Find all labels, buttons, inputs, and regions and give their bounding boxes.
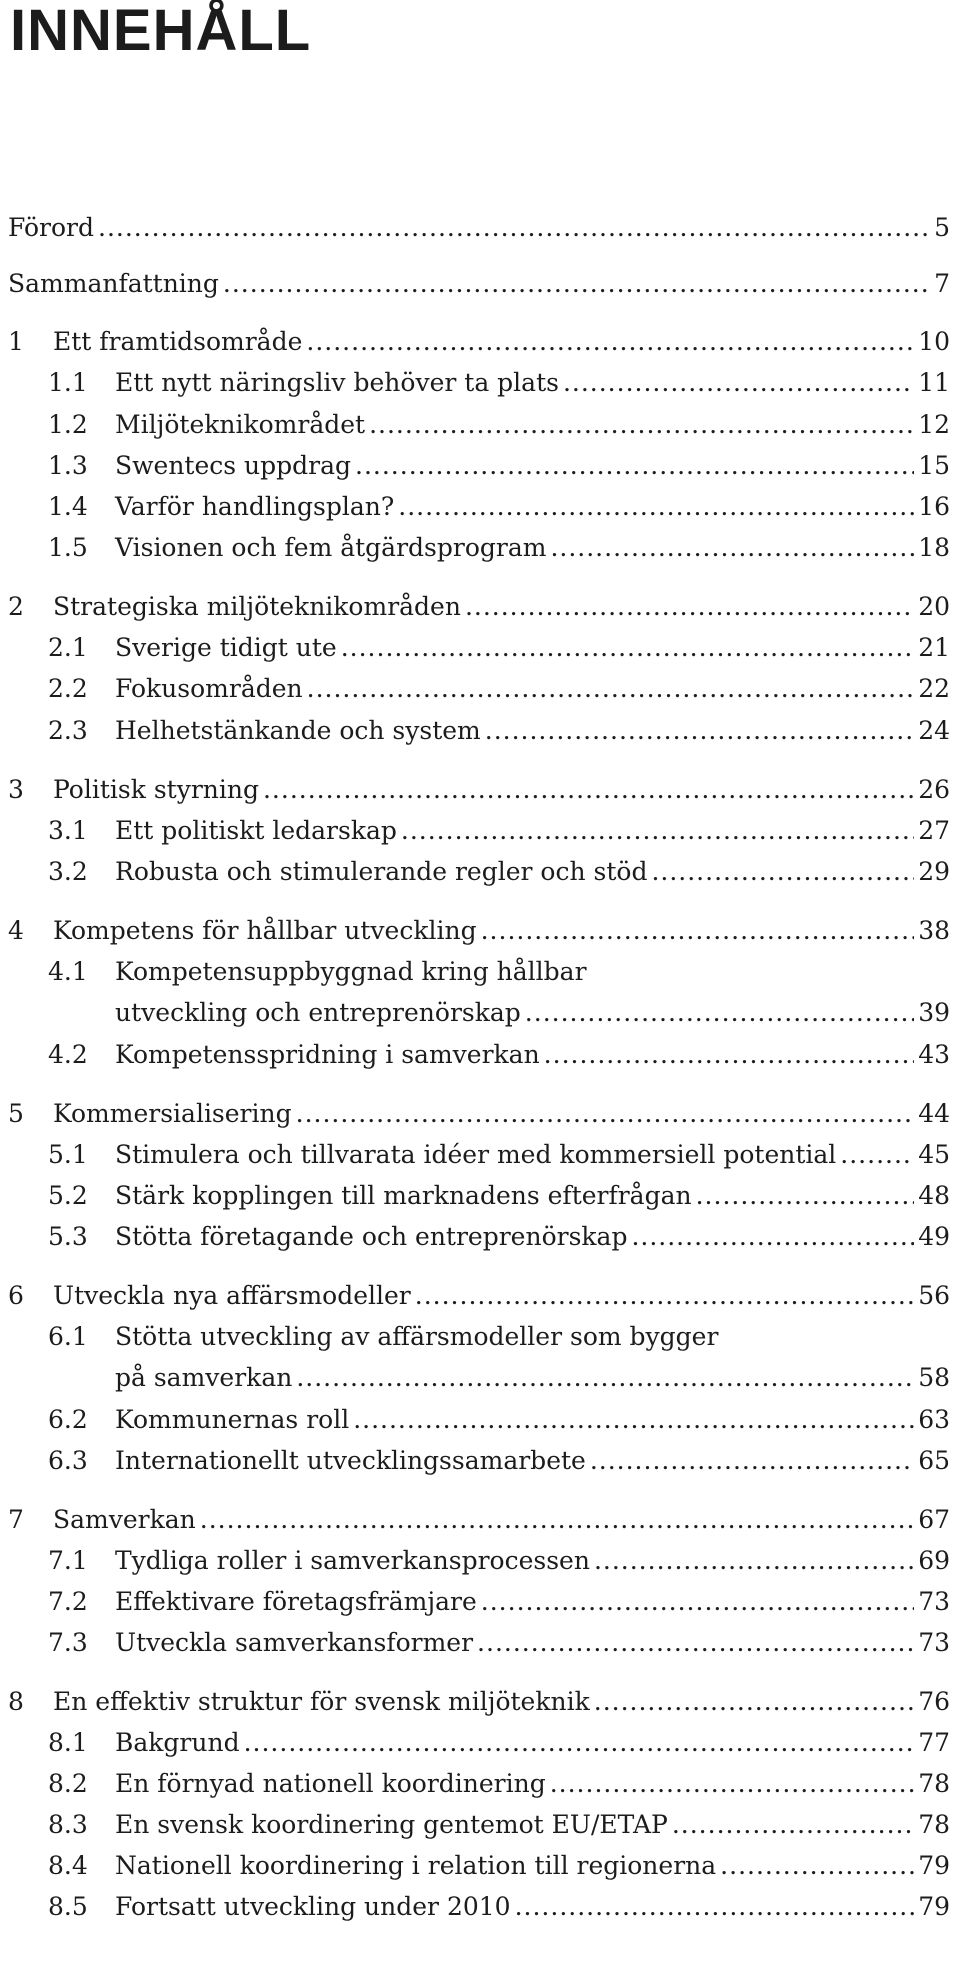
toc-entry-title: En svensk koordinering gentemot EU/ETAP — [115, 1810, 668, 1839]
toc-entry[interactable] — [48, 365, 950, 401]
toc-entry-page: 67 — [918, 1505, 950, 1534]
toc-entry[interactable] — [8, 913, 950, 949]
dot-leader — [544, 1037, 915, 1073]
dot-leader — [651, 854, 914, 890]
toc-entry[interactable] — [8, 324, 950, 360]
toc-entry-page: 5 — [934, 213, 950, 242]
toc-entry-page: 29 — [918, 857, 950, 886]
dot-leader — [481, 1584, 914, 1620]
toc-entry-number: 6.1 — [48, 1322, 88, 1351]
toc-entry-page: 21 — [918, 633, 950, 662]
toc-entry-title: Stimulera och tillvarata idéer med kommersiell potential — [115, 1140, 837, 1169]
toc-entry-title: Miljöteknikområdet — [115, 410, 366, 439]
toc-entry-page: 44 — [918, 1099, 950, 1128]
toc-entry-number: 5.1 — [48, 1140, 88, 1169]
dot-leader — [398, 489, 914, 525]
toc-entry-title: Visionen och fem åtgärdsprogram — [115, 533, 547, 562]
toc-entry-page: 38 — [918, 916, 950, 945]
dot-leader — [465, 589, 914, 625]
toc-entry-continuation[interactable] — [115, 995, 950, 1031]
dot-leader — [696, 1178, 915, 1214]
toc-entry-page: 77 — [918, 1728, 950, 1757]
toc-entry[interactable] — [48, 1319, 950, 1355]
dot-leader — [631, 1219, 914, 1255]
toc-entry-page: 79 — [918, 1892, 950, 1921]
toc-entry-title: Sammanfattning — [8, 269, 219, 298]
toc-entry-title: Förord — [8, 213, 94, 242]
toc-entry[interactable] — [48, 1137, 950, 1173]
toc-entry-title: Utveckla samverkansformer — [115, 1628, 474, 1657]
toc-entry-page: 10 — [918, 327, 950, 356]
toc-entry[interactable] — [48, 1543, 950, 1579]
dot-leader — [296, 1360, 914, 1396]
toc-entry-page: 15 — [918, 451, 950, 480]
toc-entry-page: 79 — [918, 1851, 950, 1880]
toc-entry-number: 1.3 — [48, 451, 88, 480]
dot-leader — [244, 1725, 915, 1761]
dot-leader — [98, 210, 930, 246]
toc-entry-number: 8.5 — [48, 1892, 88, 1921]
dot-leader — [481, 913, 915, 949]
toc-entry[interactable] — [48, 813, 950, 849]
toc-entry-title-continued: utveckling och entreprenörskap — [115, 998, 521, 1027]
dot-leader — [672, 1807, 914, 1843]
toc-entry[interactable] — [8, 772, 950, 808]
toc-entry[interactable] — [48, 1037, 950, 1073]
toc-entry-title: Kompetens för hållbar utveckling — [53, 916, 477, 945]
toc-entry-number: 8.3 — [48, 1810, 88, 1839]
toc-entry-number: 7.2 — [48, 1587, 88, 1616]
toc-entry-title: Kommersialisering — [53, 1099, 292, 1128]
toc-entry-title: Ett framtidsområde — [53, 327, 303, 356]
toc-entry-page: 11 — [918, 368, 950, 397]
toc-entry-title: Nationell koordinering i relation till regionerna — [115, 1851, 717, 1880]
toc-entry-page: 45 — [918, 1140, 950, 1169]
toc-entry-page: 24 — [918, 716, 950, 745]
dot-leader — [550, 530, 914, 566]
toc-entry-title: Effektivare företagsfrämjare — [115, 1587, 477, 1616]
toc-entry[interactable] — [8, 1684, 950, 1720]
toc-entry[interactable] — [48, 1178, 950, 1214]
toc-entry-page: 56 — [918, 1281, 950, 1310]
toc-entry-number: 3.2 — [48, 857, 88, 886]
toc-entry-title: Tydliga roller i samverkansprocessen — [115, 1546, 590, 1575]
toc-entry-title: Stötta företagande och entreprenörskap — [115, 1222, 628, 1251]
dot-leader — [401, 813, 914, 849]
toc-entry[interactable] — [8, 1096, 950, 1132]
toc-entry[interactable] — [48, 1625, 950, 1661]
toc-entry[interactable] — [48, 1807, 950, 1843]
dot-leader — [200, 1502, 914, 1538]
toc-entry-number: 8.1 — [48, 1728, 88, 1757]
toc-entry[interactable] — [48, 1725, 950, 1761]
toc-entry-number: 5.3 — [48, 1222, 88, 1251]
toc-entry-number: 8.2 — [48, 1769, 88, 1798]
toc-entry[interactable] — [48, 489, 950, 525]
toc-entry-title: En effektiv struktur för svensk miljöteknik — [53, 1687, 590, 1716]
toc-entry-title-continued: på samverkan — [115, 1363, 293, 1392]
toc-entry-title: Strategiska miljöteknikområden — [53, 592, 461, 621]
toc-entry[interactable] — [48, 854, 950, 890]
dot-leader — [525, 995, 914, 1031]
toc-entry[interactable] — [48, 1848, 950, 1884]
toc-entry-title: Fokusområden — [115, 674, 303, 703]
toc-entry-page: 12 — [918, 410, 950, 439]
toc-entry[interactable] — [48, 1219, 950, 1255]
toc-entry[interactable] — [48, 407, 950, 443]
toc-entry[interactable] — [8, 589, 950, 625]
toc-entry-title: Robusta och stimulerande regler och stöd — [115, 857, 648, 886]
toc-entry-page: 43 — [918, 1040, 950, 1069]
dot-leader — [485, 713, 914, 749]
dot-leader — [353, 1402, 914, 1438]
toc-entry-page: 69 — [918, 1546, 950, 1575]
page-title: INNEHÅLL — [10, 0, 312, 63]
toc-entry-title: Kommunernas roll — [115, 1405, 350, 1434]
toc-entry-title: Stärk kopplingen till marknadens efterfrågan — [115, 1181, 692, 1210]
toc-entry-number: 3 — [8, 775, 24, 804]
toc-entry-number: 7 — [8, 1505, 24, 1534]
toc-entry[interactable] — [48, 1443, 950, 1479]
toc-entry[interactable] — [48, 630, 950, 666]
toc-entry-continuation[interactable] — [115, 1360, 950, 1396]
toc-entry-title: Helhetstänkande och system — [115, 716, 481, 745]
toc-entry-title: Stötta utveckling av affärsmodeller som bygger — [115, 1322, 719, 1351]
toc-entry-number: 1.2 — [48, 410, 88, 439]
dot-leader — [263, 772, 914, 808]
toc-entry-number: 2.1 — [48, 633, 88, 662]
toc-entry-page: 65 — [918, 1446, 950, 1475]
toc-entry[interactable] — [48, 1889, 950, 1925]
toc-entry-number: 6.3 — [48, 1446, 88, 1475]
toc-entry-page: 73 — [918, 1628, 950, 1657]
toc-entry-page: 39 — [918, 998, 950, 1027]
dot-leader — [296, 1096, 915, 1132]
toc-entry-page: 27 — [918, 816, 950, 845]
toc-entry-page: 7 — [934, 269, 950, 298]
toc-entry[interactable] — [8, 1278, 950, 1314]
toc-entry-page: 48 — [918, 1181, 950, 1210]
toc-entry-title: Sverige tidigt ute — [115, 633, 337, 662]
toc-entry-number: 2.3 — [48, 716, 88, 745]
dot-leader — [590, 1443, 914, 1479]
toc-entry[interactable] — [48, 1584, 950, 1620]
toc-entry-number: 1.1 — [48, 368, 88, 397]
dot-leader — [306, 324, 914, 360]
toc-entry-number: 7.3 — [48, 1628, 88, 1657]
dot-leader — [477, 1625, 914, 1661]
toc-entry-number: 4 — [8, 916, 24, 945]
toc-entry-title: Ett nytt näringsliv behöver ta plats — [115, 368, 559, 397]
toc-entry-page: 78 — [918, 1769, 950, 1798]
dot-leader — [840, 1137, 914, 1173]
toc-entry-number: 6.2 — [48, 1405, 88, 1434]
toc-entry-number: 8 — [8, 1687, 24, 1716]
dot-leader — [594, 1543, 914, 1579]
toc-entry-number: 2 — [8, 592, 24, 621]
toc-entry-page: 76 — [918, 1687, 950, 1716]
toc-entry[interactable] — [48, 1766, 950, 1802]
dot-leader — [720, 1848, 914, 1884]
toc-entry-page: 58 — [918, 1363, 950, 1392]
toc-entry-number: 3.1 — [48, 816, 88, 845]
dot-leader — [307, 671, 915, 707]
toc-entry-number: 1.4 — [48, 492, 88, 521]
toc-entry-title: Internationellt utvecklingssamarbete — [115, 1446, 586, 1475]
toc-entry[interactable] — [48, 448, 950, 484]
dot-leader — [563, 365, 914, 401]
toc-entry-title: Politisk styrning — [53, 775, 259, 804]
toc-entry-page: 20 — [918, 592, 950, 621]
toc-entry-page: 78 — [918, 1810, 950, 1839]
toc-entry[interactable] — [8, 1502, 950, 1538]
dot-leader — [223, 266, 930, 302]
toc-entry-title: Samverkan — [53, 1505, 196, 1534]
toc-entry-title: Swentecs uppdrag — [115, 451, 352, 480]
toc-entry-number: 7.1 — [48, 1546, 88, 1575]
toc-entry[interactable] — [8, 266, 950, 302]
toc-entry-title: Fortsatt utveckling under 2010 — [115, 1892, 511, 1921]
toc-entry-title: Varför handlingsplan? — [115, 492, 395, 521]
toc-entry-number: 5.2 — [48, 1181, 88, 1210]
toc-entry-number: 1.5 — [48, 533, 88, 562]
toc-entry[interactable] — [48, 954, 950, 990]
toc-entry-title: Bakgrund — [115, 1728, 240, 1757]
toc-entry-page: 49 — [918, 1222, 950, 1251]
toc-entry-number: 4.2 — [48, 1040, 88, 1069]
dot-leader — [550, 1766, 914, 1802]
toc-entry-title: Ett politiskt ledarskap — [115, 816, 397, 845]
toc-entry-title: Utveckla nya affärsmodeller — [53, 1281, 411, 1310]
toc-entry[interactable] — [48, 530, 950, 566]
toc-entry-page: 22 — [918, 674, 950, 703]
toc-entry[interactable] — [48, 1402, 950, 1438]
toc-entry[interactable] — [48, 713, 950, 749]
toc-entry-page: 16 — [918, 492, 950, 521]
toc-entry-number: 8.4 — [48, 1851, 88, 1880]
toc-entry-title: Kompetensspridning i samverkan — [115, 1040, 540, 1069]
toc-entry-page: 63 — [918, 1405, 950, 1434]
toc-entry-page: 26 — [918, 775, 950, 804]
dot-leader — [369, 407, 914, 443]
toc-entry-title: Kompetensuppbyggnad kring hållbar — [115, 957, 587, 986]
dot-leader — [355, 448, 914, 484]
toc-entry-page: 73 — [918, 1587, 950, 1616]
dot-leader — [515, 1889, 915, 1925]
toc-entry-number: 6 — [8, 1281, 24, 1310]
toc-entry-number: 4.1 — [48, 957, 88, 986]
toc-entry[interactable] — [48, 671, 950, 707]
toc-entry[interactable] — [8, 210, 950, 246]
toc-entry-number: 2.2 — [48, 674, 88, 703]
toc-entry-number: 1 — [8, 327, 24, 356]
dot-leader — [594, 1684, 914, 1720]
dot-leader — [415, 1278, 914, 1314]
toc-entry-page: 18 — [918, 533, 950, 562]
toc-entry-title: En förnyad nationell koordinering — [115, 1769, 546, 1798]
dot-leader — [341, 630, 914, 666]
toc-entry-number: 5 — [8, 1099, 24, 1128]
